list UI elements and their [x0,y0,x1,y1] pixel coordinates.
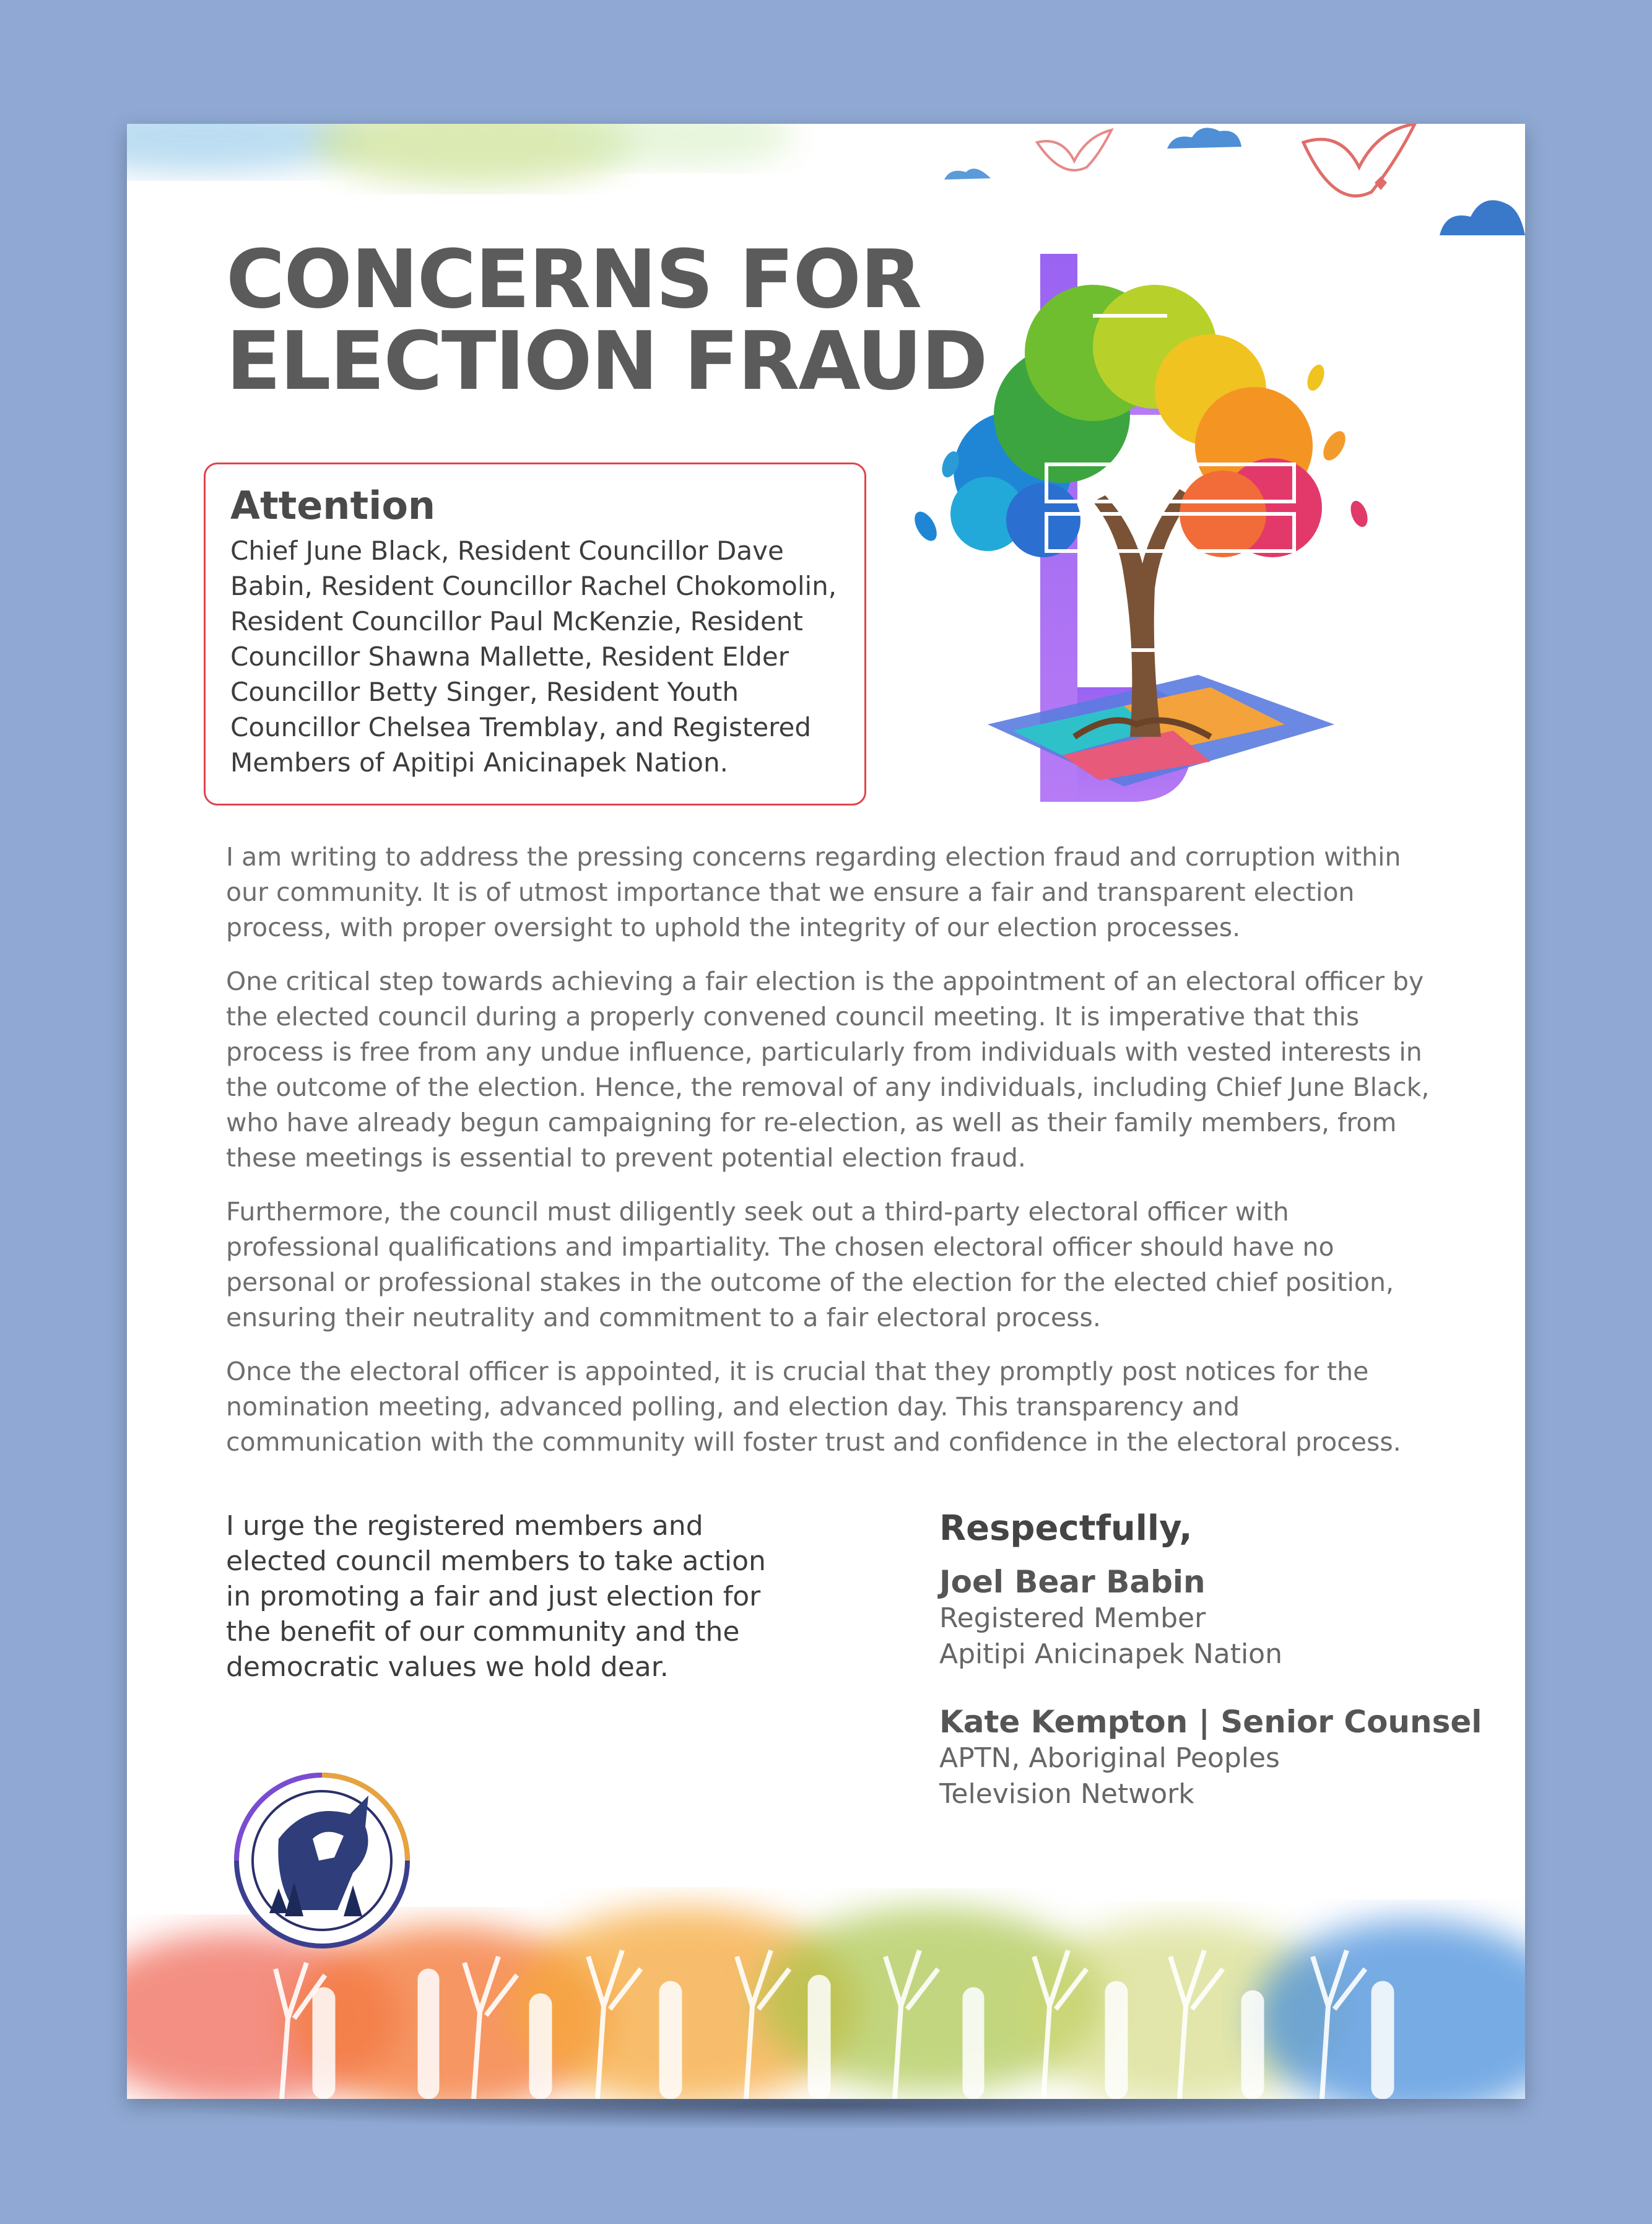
nation-logo [220,1758,424,1963]
letter-body [226,840,1440,1479]
signer-1-name: Joel Bear Babin [939,1564,1206,1600]
paragraph-3: Furthermore, the council must diligently seek out a third-party electoral officer with professional qualifications and impartiality. The chosen electoral officer should have no personal or professional stakes in the outcome of the election for the elected chief position, ensuring their neutrality and commitment to a fair electoral process. [226,1197,1394,1332]
signer-1-org: Apitipi Anicinapek Nation [939,1638,1282,1670]
signature-block [939,1508,1497,1812]
top-watercolor-decoration [127,124,1525,248]
title-line-2: ELECTION FRAUD [226,314,987,408]
closing-appeal: I urge the registered members and elected council members to take action in promoting a fair and just election for the benefit of our community and the democratic values we hold dear. [226,1510,766,1683]
paragraph-1: I am writing to address the pressing concerns regarding election fraud and corruption within our community. It is of utmost importance that we ensure a fair and transparent election process, with proper oversight to uphold the integrity of our election processes. [226,842,1401,942]
signer-1-role: Registered Member [939,1602,1206,1634]
attention-recipients: Chief June Black, Resident Councillor Dave Babin, Resident Councillor Rachel Chokomolin, Resident Councillor Paul McKenzie, Resident Councillor Shawna Mallette, Resident Elder Councillor Betty Singer, Resident Youth Councillor Chelsea Tremblay, and Registered Members of Apitipi Anicinapek Nation. [230,536,837,778]
document-page [127,124,1525,2099]
attention-box [204,463,866,806]
paragraph-4: Once the electoral officer is appointed, it is crucial that they promptly post notices for the nomination meeting, advanced polling, and election day. This transparency and communication with the community will foster trust and confidence in the electoral process. [226,1357,1401,1457]
paragraph-2: One critical step towards achieving a fair election is the appointment of an electoral officer by the elected council during a properly convened council meeting. It is imperative that this process is free from any undue influence, particularly from individuals with vested interests in the outcome of the election. Hence, the removal of any individuals, including Chief June Black, who have already begun campaigning for re-election, as well as their family members, from these meetings is essential to prevent potential election fraud. [226,966,1430,1173]
page-title [226,232,987,408]
attention-heading: Attention [230,483,436,528]
tree-illustration [889,254,1427,811]
salutation: Respectfully, [939,1508,1193,1549]
signer-2-name: Kate Kempton | Senior Counsel [939,1704,1482,1740]
signer-2-org-line-1: APTN, Aboriginal Peoples [939,1742,1280,1774]
title-line-1: CONCERNS FOR [226,232,921,326]
signer-2-org-line-2: Television Network [939,1778,1194,1810]
